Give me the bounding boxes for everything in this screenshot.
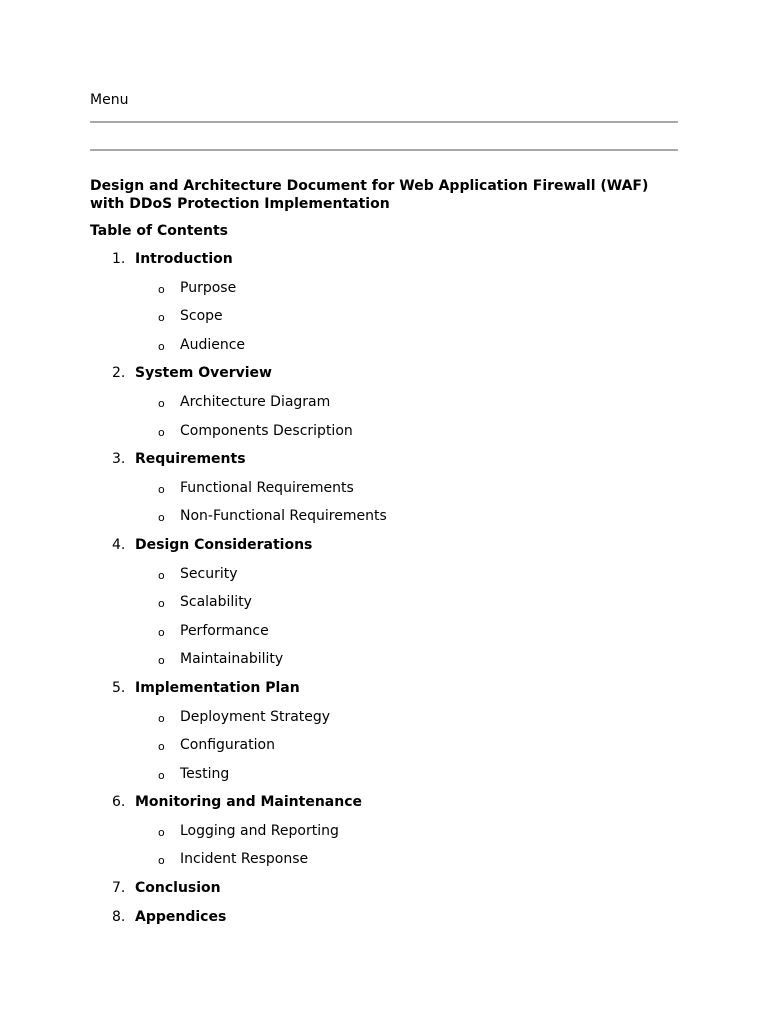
toc-subitem bbox=[90, 308, 678, 337]
toc-section-number: 5. bbox=[112, 679, 126, 696]
bullet-icon: o bbox=[158, 339, 165, 353]
toc-section-number: 4. bbox=[112, 536, 126, 553]
toc-section-number: 6. bbox=[112, 794, 126, 811]
toc-subitem bbox=[90, 280, 678, 309]
divider-top bbox=[90, 121, 678, 123]
toc-subitem-label[interactable]: Architecture Diagram bbox=[180, 393, 331, 410]
toc-section-label[interactable]: Conclusion bbox=[135, 880, 221, 897]
toc-subitem bbox=[90, 651, 678, 680]
toc-subitem-label[interactable]: Performance bbox=[180, 622, 269, 639]
toc-section-number: 3. bbox=[112, 451, 126, 468]
toc-section-label[interactable]: Design Considerations bbox=[135, 536, 313, 553]
bullet-icon: o bbox=[158, 825, 165, 839]
toc-subitem bbox=[90, 423, 678, 452]
toc-section-number: 2. bbox=[112, 365, 126, 382]
toc-subitem-label[interactable]: Security bbox=[180, 565, 238, 582]
bullet-icon: o bbox=[158, 482, 165, 496]
toc-section bbox=[90, 451, 678, 480]
table-of-contents bbox=[90, 251, 678, 937]
toc-section-number: 8. bbox=[112, 908, 126, 925]
toc-section-label[interactable]: Requirements bbox=[135, 451, 246, 468]
toc-subitem-label[interactable]: Functional Requirements bbox=[180, 479, 354, 496]
toc-section bbox=[90, 880, 678, 909]
bullet-icon: o bbox=[158, 511, 165, 525]
menu-link[interactable]: Menu bbox=[90, 92, 129, 108]
toc-section-label[interactable]: Appendices bbox=[135, 908, 227, 925]
toc-subitem bbox=[90, 623, 678, 652]
toc-subitem-label[interactable]: Incident Response bbox=[180, 851, 309, 868]
toc-heading: Table of Contents bbox=[90, 223, 229, 239]
divider-bottom bbox=[90, 149, 678, 151]
bullet-icon: o bbox=[158, 282, 165, 296]
toc-subitem bbox=[90, 508, 678, 537]
toc-section bbox=[90, 251, 678, 280]
toc-subitem bbox=[90, 851, 678, 880]
bullet-icon: o bbox=[158, 711, 165, 725]
toc-subitem-label[interactable]: Scope bbox=[180, 308, 223, 325]
toc-subitem-label[interactable]: Purpose bbox=[180, 279, 237, 296]
toc-section-label[interactable]: Introduction bbox=[135, 251, 233, 267]
bullet-icon: o bbox=[158, 768, 165, 782]
toc-subitem bbox=[90, 709, 678, 738]
toc-subitem bbox=[90, 737, 678, 766]
toc-section bbox=[90, 909, 678, 938]
bullet-icon: o bbox=[158, 425, 165, 439]
toc-section bbox=[90, 365, 678, 394]
toc-section-label[interactable]: Implementation Plan bbox=[135, 679, 300, 696]
toc-subitem bbox=[90, 823, 678, 852]
document-title: Design and Architecture Document for Web Application Firewall (WAF) with DDoS Protection Implementation bbox=[90, 178, 649, 212]
toc-subitem-label[interactable]: Maintainability bbox=[180, 651, 284, 668]
bullet-icon: o bbox=[158, 311, 165, 325]
toc-subitem bbox=[90, 394, 678, 423]
toc-section bbox=[90, 794, 678, 823]
toc-subitem-label[interactable]: Deployment Strategy bbox=[180, 708, 331, 725]
toc-subitem bbox=[90, 337, 678, 366]
toc-subitem bbox=[90, 566, 678, 595]
bullet-icon: o bbox=[158, 597, 165, 611]
toc-subitem-label[interactable]: Audience bbox=[180, 336, 246, 353]
toc-subitem bbox=[90, 594, 678, 623]
bullet-icon: o bbox=[158, 854, 165, 868]
toc-subitem bbox=[90, 766, 678, 795]
toc-section-label[interactable]: Monitoring and Maintenance bbox=[135, 794, 363, 811]
toc-section bbox=[90, 680, 678, 709]
toc-subitem-label[interactable]: Configuration bbox=[180, 737, 275, 754]
bullet-icon: o bbox=[158, 625, 165, 639]
toc-subitem-label[interactable]: Components Description bbox=[180, 422, 353, 439]
toc-section-number: 1. bbox=[112, 251, 126, 267]
toc-subitem-label[interactable]: Logging and Reporting bbox=[180, 822, 339, 839]
toc-subitem-label[interactable]: Non-Functional Requirements bbox=[180, 508, 387, 525]
bullet-icon: o bbox=[158, 396, 165, 410]
bullet-icon: o bbox=[158, 654, 165, 668]
toc-subitem bbox=[90, 480, 678, 509]
bullet-icon: o bbox=[158, 740, 165, 754]
bullet-icon: o bbox=[158, 568, 165, 582]
toc-section bbox=[90, 537, 678, 566]
toc-section-number: 7. bbox=[112, 880, 126, 897]
toc-section-label[interactable]: System Overview bbox=[135, 365, 272, 382]
toc-subitem-label[interactable]: Scalability bbox=[180, 594, 252, 611]
toc-subitem-label[interactable]: Testing bbox=[180, 765, 230, 782]
